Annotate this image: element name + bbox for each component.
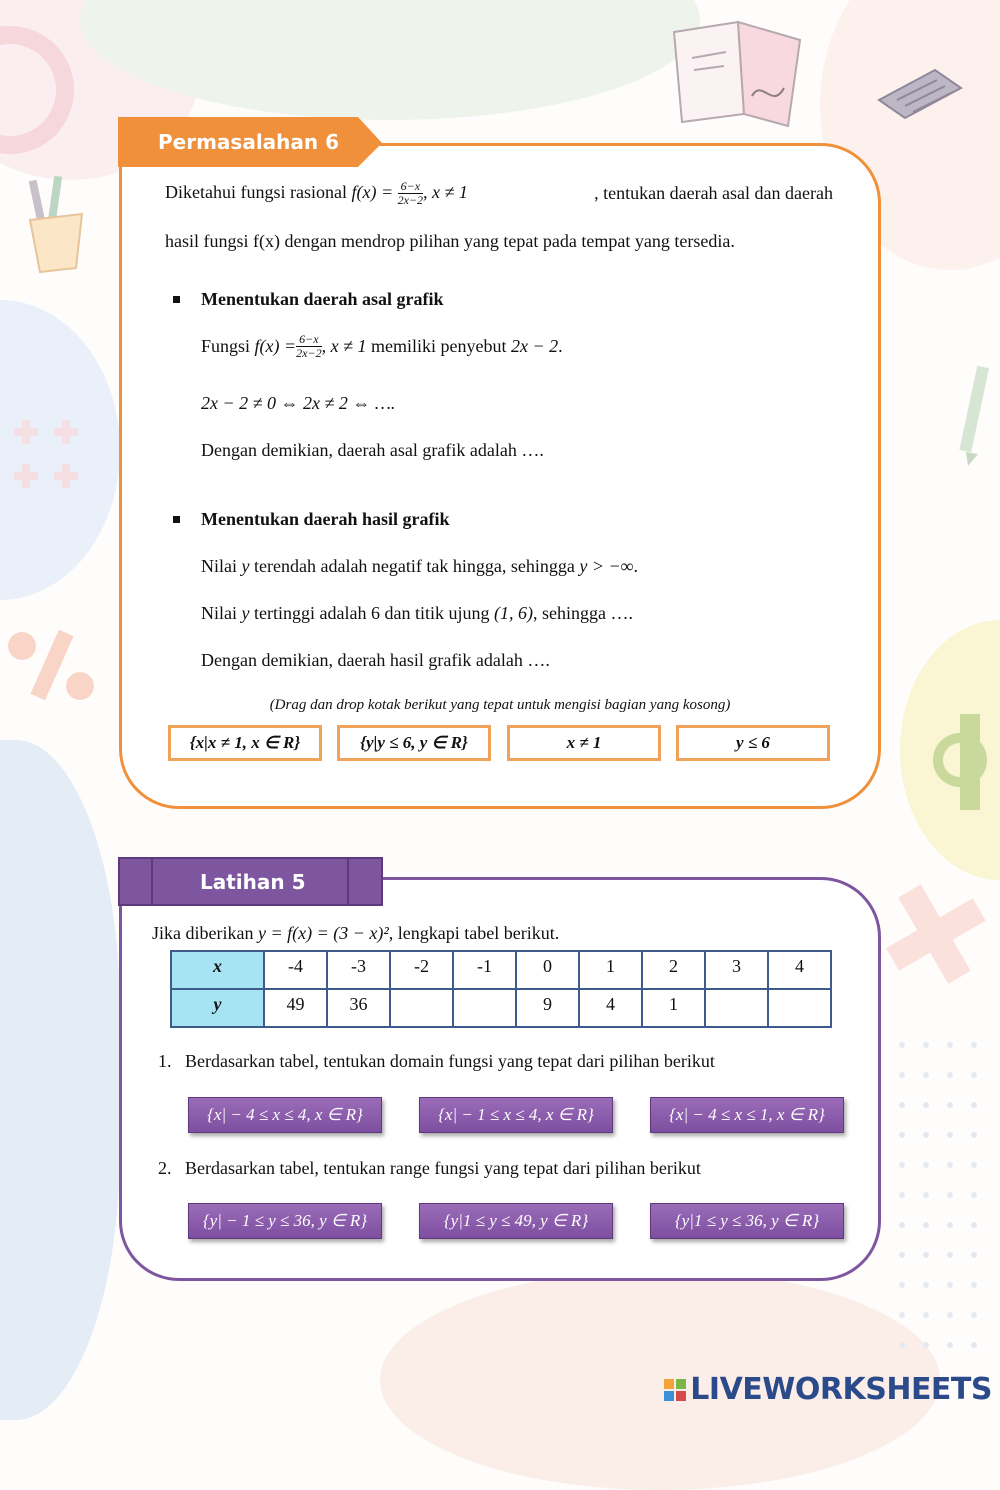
cross-shape-icon [880,880,990,990]
bullet-marker [173,516,180,523]
domain-conclusion: Dengan demikian, daerah asal grafik adalah …. [201,440,544,460]
highest-value-line [201,603,633,625]
intro-text-end: , tentukan daerah asal dan daerah [594,182,833,203]
table-x-header: x [171,951,264,989]
fungsi-denominator-expr: 2x − 2 [510,335,559,356]
fungsi-function: f(x) = [254,335,297,356]
intro-numerator: 6−x [398,180,423,194]
dot-grid-decoration [890,1035,1000,1395]
intro-denominator: 2x−2 [397,193,424,208]
highest-text-mid: tertinggi adalah 6 dan titik ujung [249,603,494,623]
table-cell-x: -2 [390,951,453,989]
drag-option-domain-set[interactable]: {x|x ≠ 1, x ∈ R} [168,725,322,761]
lowest-text-mid: terendah adalah negatif tak hingga, sehingga [249,556,580,576]
domain-option-button[interactable]: {x| − 4 ≤ x ≤ 4, x ∈ R} [188,1097,382,1133]
domain-heading: Menentukan daerah asal grafik [201,289,444,309]
function-value-table [170,950,832,1028]
fungsi-text: Fungsi [201,335,251,356]
drag-option-range-set[interactable]: {y|y ≤ 6, y ∈ R} [337,725,491,761]
fungsi-numerator: 6−x [296,333,321,347]
latihan-intro [152,923,559,945]
drag-option-x-condition[interactable]: x ≠ 1 [507,725,661,761]
table-cell-y-blank[interactable] [453,989,516,1027]
question-range: 2. Berdasarkan tabel, tentukan range fungsi yang tepat dari pilihan berikut [158,1158,701,1178]
table-row-y [171,989,831,1027]
percent-icon [0,620,110,710]
problem-intro-line2: hasil fungsi f(x) dengan mendrop pilihan yang tepat pada tempat yang tersedia. [165,231,735,251]
fungsi-fraction [296,333,321,360]
range-heading: Menentukan daerah hasil grafik [201,509,450,529]
table-cell-y-blank[interactable] [390,989,453,1027]
table-y-header: y [171,989,264,1027]
problem-intro-line1 [165,180,833,207]
table-cell-x: 2 [642,951,705,989]
table-cell-y: 1 [642,989,705,1027]
lowest-end: . [633,556,638,576]
lowest-value-line [201,556,638,578]
intro-fraction [398,180,423,207]
background-blob [0,740,120,1420]
domain-equation: 2x − 2 ≠ 0 ⇔ 2x ≠ 2 ⇔ …. [201,393,396,413]
table-cell-x: 4 [768,951,831,989]
range-option-button[interactable]: {y|1 ≤ y ≤ 49, y ∈ R} [419,1203,613,1239]
table-cell-x: -4 [264,951,327,989]
lowest-expression: y > −∞ [579,556,634,576]
plus-pattern-icon [6,410,106,510]
domain-option-button[interactable]: {x| − 1 ≤ x ≤ 4, x ∈ R} [419,1097,613,1133]
highest-variable: y [241,603,250,623]
bullet-marker [173,296,180,303]
table-row-x [171,951,831,989]
table-cell-y-blank[interactable] [768,989,831,1027]
table-cell-x: -1 [453,951,516,989]
domain-option-button[interactable]: {x| − 4 ≤ x ≤ 1, x ∈ R} [650,1097,844,1133]
logo-text: LIVEWORKSHEETS [690,1372,992,1407]
table-cell-y: 49 [264,989,327,1027]
math-book-icon [668,18,808,128]
ring-decoration-icon [0,20,90,160]
table-cell-x: -3 [327,951,390,989]
table-cell-y: 9 [516,989,579,1027]
table-cell-x: 1 [579,951,642,989]
drag-option-y-condition[interactable]: y ≤ 6 [676,725,830,761]
pencil-icon [956,360,996,470]
fungsi-end: . [558,335,563,356]
latihan-intro-end: , lengkapi tabel berikut. [388,923,560,943]
latihan-intro-text: Jika diberikan [152,923,258,943]
highest-text: Nilai [201,603,242,623]
highest-point: (1, 6) [493,603,533,623]
fungsi-denominator: 2x−2 [296,346,322,361]
highest-text-end: , sehingga …. [532,603,633,623]
fungsi-text-mid: memiliki penyebut [370,335,507,356]
table-cell-y: 36 [327,989,390,1027]
latihan-function: y = f(x) = (3 − x)² [257,923,389,943]
table-cell-x: 3 [705,951,768,989]
permasalahan-tab-title: Permasalahan 6 [158,130,340,154]
range-conclusion: Dengan demikian, daerah hasil grafik adalah …. [201,650,550,670]
intro-function: f(x) = [351,181,398,202]
latihan-tab-title: Latihan 5 [200,870,306,894]
lowest-text: Nilai [201,556,242,576]
pencil-cup-icon [20,176,90,276]
range-option-button[interactable]: {y|1 ≤ y ≤ 36, y ∈ R} [650,1203,844,1239]
table-cell-y-blank[interactable] [705,989,768,1027]
table-cell-y: 4 [579,989,642,1027]
question-domain: 1. Berdasarkan tabel, tentukan domain fungsi yang tepat dari pilihan berikut [158,1051,715,1071]
calculator-icon [875,66,965,126]
intro-text: Diketahui fungsi rasional [165,181,352,202]
fungsi-condition: , x ≠ 1 [321,335,367,356]
range-option-button[interactable]: {y| − 1 ≤ y ≤ 36, y ∈ R} [188,1203,382,1239]
lowest-variable: y [241,556,250,576]
table-cell-x: 0 [516,951,579,989]
drag-instruction: (Drag dan drop kotak berikut yang tepat untuk mengisi bagian yang kosong) [269,697,731,713]
fungsi-line [201,333,563,360]
intro-condition: , x ≠ 1 [423,181,468,202]
liveworksheets-logo-icon [664,1379,686,1401]
protractor-icon [930,710,1000,820]
liveworksheets-logo [664,1372,992,1407]
